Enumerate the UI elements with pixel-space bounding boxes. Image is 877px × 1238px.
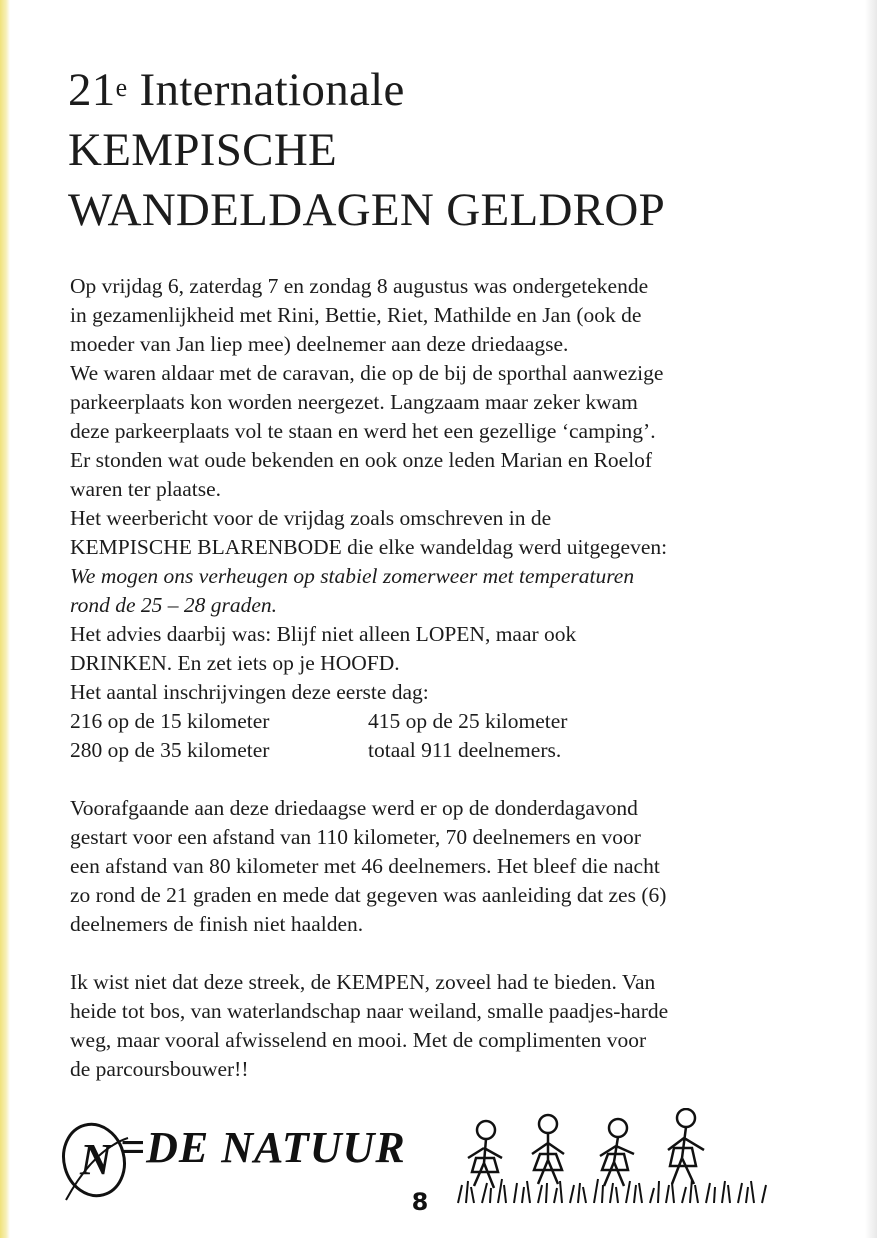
body-line: Het aantal inschrijvingen deze eerste dag:: [70, 680, 429, 704]
page-edge-left: [0, 0, 10, 1238]
body-line: de parcoursbouwer!!: [70, 1057, 249, 1081]
body-line: DRINKEN. En zet iets op je HOOFD.: [70, 651, 400, 675]
body-line: weg, maar vooral afwisselend en mooi. Met de complimenten voor: [70, 1028, 647, 1052]
title-line-3: WANDELDAGEN GELDROP: [68, 184, 666, 236]
walking-children-icon: [468, 1109, 704, 1188]
logo-text: =DE NATUUR: [120, 1123, 406, 1172]
body-line: Voorafgaande aan deze driedaagse werd er op de donderdagavond: [70, 796, 638, 820]
grass-icon: [458, 1179, 766, 1203]
registration-cell: 280 op de 35 kilometer: [70, 738, 270, 762]
body-line: Er stonden wat oude bekenden en ook onze leden Marian en Roelof: [70, 448, 653, 472]
body-line: parkeerplaats kon worden neergezet. Langzaam maar zeker kwam: [70, 390, 638, 414]
page-number: 8: [411, 1188, 429, 1216]
page-edge-right: [865, 0, 877, 1238]
body-line: deze parkeerplaats vol te staan en werd het een gezellige ‘camping’.: [70, 419, 656, 443]
body-line: waren ter plaatse.: [70, 477, 222, 501]
body-line: in gezamenlijkheid met Rini, Bettie, Riet, Mathilde en Jan (ook de: [70, 303, 642, 327]
registration-cell: totaal 911 deelnemers.: [368, 738, 562, 762]
title-ordinal: e: [115, 73, 128, 102]
title-line-1-text: Internationale: [127, 64, 405, 116]
body-line: deelnemers de finish niet haalden.: [70, 912, 364, 936]
body-line: KEMPISCHE BLARENBODE die elke wandeldag werd uitgegeven:: [70, 535, 668, 559]
title-number: 21: [68, 64, 116, 116]
body-line: een afstand van 80 kilometer met 46 deelnemers. Het bleef die nacht: [70, 854, 660, 878]
forecast-line: We mogen ons verheugen op stabiel zomerweer met temperaturen: [70, 564, 635, 588]
body-line: gestart voor een afstand van 110 kilometer, 70 deelnemers en voor: [70, 825, 641, 849]
registration-cell: 415 op de 25 kilometer: [368, 709, 568, 733]
body-line: Op vrijdag 6, zaterdag 7 en zondag 8 augustus was ondergetekende: [70, 274, 649, 298]
body-line: zo rond de 21 graden en mede dat gegeven was aanleiding dat zes (6): [70, 883, 667, 907]
title-line-2: KEMPISCHE: [68, 124, 338, 176]
registration-row: [70, 736, 810, 765]
body-line: Ik wist niet dat deze streek, de KEMPEN, zoveel had te bieden. Van: [70, 970, 656, 994]
article-body: [70, 272, 810, 1084]
body-line: We waren aldaar met de caravan, die op de bij de sporthal aanwezige: [70, 361, 664, 385]
article-title: [68, 60, 828, 240]
registration-row: [70, 707, 810, 736]
registration-cell: 216 op de 15 kilometer: [70, 709, 270, 733]
body-line: Het weerbericht voor de vrijdag zoals omschreven in de: [70, 506, 552, 530]
body-line: moeder van Jan liep mee) deelnemer aan deze driedaagse.: [70, 332, 569, 356]
title-line-1: [68, 60, 828, 120]
logo-letter: N: [80, 1135, 112, 1184]
body-line: heide tot bos, van waterlandschap naar weiland, smalle paadjes-harde: [70, 999, 669, 1023]
forecast-line: rond de 25 – 28 graden.: [70, 593, 278, 617]
body-line: Het advies daarbij was: Blijf niet alleen LOPEN, maar ook: [70, 622, 577, 646]
